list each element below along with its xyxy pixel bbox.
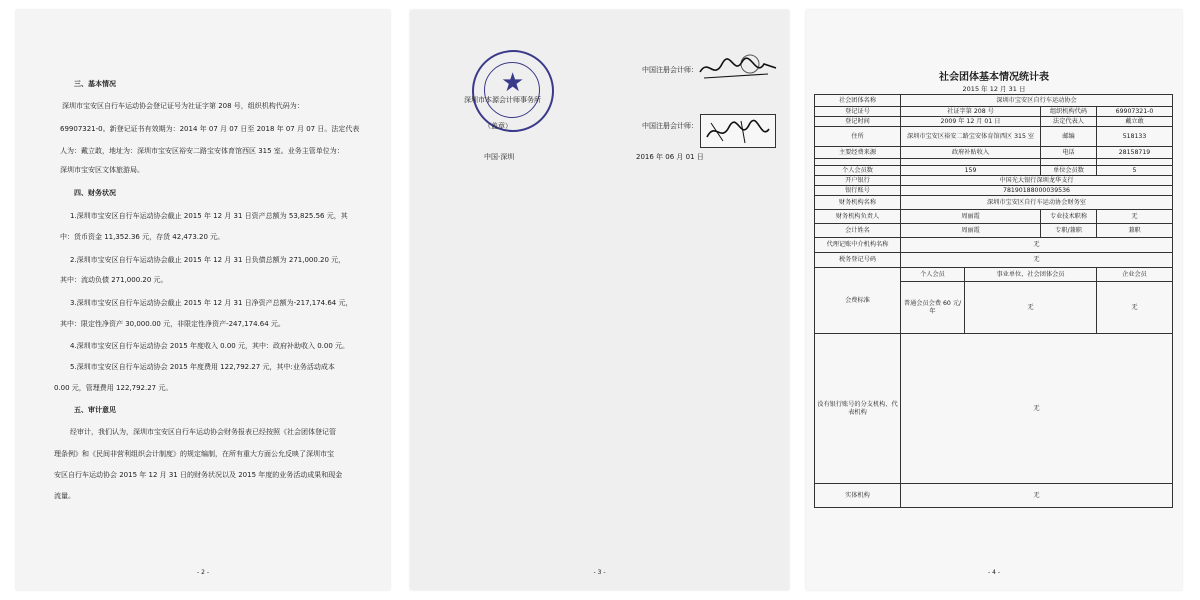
cell-value: 159 [901, 166, 1041, 176]
basic-line: 69907321-0。新登记证书有效期为：2014 年 07 月 07 日至 2018 年 07 月 07 日。法定代表 [60, 125, 360, 133]
opinion-line: 安区自行车运动协会 2015 年 12 月 31 日的财务状况以及 2015 年度的业务活动成果和现金 [54, 471, 343, 479]
table-row [815, 166, 1173, 176]
cell-label: 税务登记号码 [815, 253, 901, 268]
place: 中国·深圳 [484, 153, 515, 161]
page-number: - 3 - [593, 569, 606, 576]
finance-line: 其中：限定性净资产 30,000.00 元，非限定性净资产-247,174.64 元。 [60, 320, 285, 328]
finance-line: 4.深圳市宝安区自行车运动协会 2015 年度收入 0.00 元，其中：政府补助收入 0.00 元。 [70, 342, 350, 350]
section-heading-basic: 三、基本情况 [74, 80, 116, 88]
cell-value: 无 [1097, 282, 1173, 334]
cell-label: 银行账号 [815, 186, 901, 196]
cell-label: 组织机构代码 [1041, 107, 1097, 117]
opinion-line: 理条例》和《民间非营利组织会计制度》的规定编制，在所有重大方面公允反映了深圳市宝 [54, 450, 334, 458]
cell-header: 事业单位、社会团体会员 [965, 268, 1097, 282]
cell-value: 518133 [1097, 127, 1173, 147]
cell-value: 深圳市宝安区自行车运动协会 [901, 95, 1173, 107]
cell-value: 深圳市宝安区裕安二路宝安体育馆西区 315 室 [901, 127, 1041, 147]
cell-value: 中国光大银行深圳龙华支行 [901, 176, 1173, 186]
cpa-label: 中国注册会计师： [642, 66, 698, 74]
finance-line: 中：货币资金 11,352.36 元，存货 42,473.20 元。 [60, 233, 225, 241]
cell-header: 个人会员 [901, 268, 965, 282]
table-row [815, 186, 1173, 196]
cell-value: 普通会员会费 60 元/年 [901, 282, 965, 334]
table-row [815, 210, 1173, 224]
table-row [815, 238, 1173, 253]
cell-label: 主要经费来源 [815, 147, 901, 159]
cell-value: 兼职 [1097, 224, 1173, 238]
info-table [814, 94, 1173, 508]
table-date: 2015 年 12 月 31 日 [962, 85, 1026, 93]
page-number: - 2 - [197, 569, 209, 576]
cell-label: 法定代表人 [1041, 117, 1097, 127]
table-row [815, 253, 1173, 268]
finance-line: 3.深圳市宝安区自行车运动协会截止 2015 年 12 月 31 日净资产总额为-217,174.64 元， [70, 299, 353, 307]
cell-label: 开户银行 [815, 176, 901, 186]
basic-line: 人为：戴立敢，地址为：深圳市宝安区裕安二路宝安体育馆西区 315 室。业务主管单位为： [60, 147, 344, 155]
finance-line: 2.深圳市宝安区自行车运动协会截止 2015 年 12 月 31 日负债总额为 271,000.20 元， [70, 256, 346, 264]
cell-value: 28158719 [1097, 147, 1173, 159]
cell-label: 财务机构名称 [815, 196, 901, 210]
finance-line: 0.00 元，管理费用 122,792.27 元。 [54, 384, 173, 392]
seal-note: （盖章） [484, 122, 512, 130]
table-row [815, 176, 1173, 186]
table-row [815, 147, 1173, 159]
cpa-label: 中国注册会计师： [642, 122, 698, 130]
table-row [815, 268, 1173, 282]
table-row [815, 484, 1173, 508]
cell-label: 没有银行账号的分支机构、代表机构 [815, 334, 901, 484]
table-row [815, 117, 1173, 127]
opinion-line: 流量。 [54, 492, 75, 500]
table-row [815, 127, 1173, 147]
cell-value: 戴立敢 [1097, 117, 1173, 127]
cell-value: 无 [1097, 210, 1173, 224]
cell-label: 会计姓名 [815, 224, 901, 238]
cell-label: 单位会员数 [1041, 166, 1097, 176]
cell-label: 邮编 [1041, 127, 1097, 147]
finance-line: 5.深圳市宝安区自行车运动协会 2015 年度费用 122,792.27 元，其中:业务活动成本 [70, 363, 335, 371]
table-row [815, 95, 1173, 107]
cpa-seal-icon [700, 114, 776, 148]
cell-value: 周丽霞 [901, 224, 1041, 238]
page-number: - 4 - [988, 569, 1000, 576]
cell-label: 登记证号 [815, 107, 901, 117]
cell-value: 5 [1097, 166, 1173, 176]
cell-label: 专业技术职称 [1041, 210, 1097, 224]
table-row [815, 334, 1173, 484]
cell-value: 无 [965, 282, 1097, 334]
cell-value: 78190188000039536 [901, 186, 1173, 196]
table-row [815, 224, 1173, 238]
section-heading-finance: 四、财务状况 [74, 189, 116, 197]
signature-icon [698, 54, 778, 82]
basic-line: 深圳市宝安区文体旅游局。 [60, 166, 144, 174]
cell-value: 无 [901, 484, 1173, 508]
cell-value: 周丽霞 [901, 210, 1041, 224]
cell-header: 企业会员 [1097, 268, 1173, 282]
cell-label: 代理记账中介机构名称 [815, 238, 901, 253]
firm-seal-icon: ★ [472, 50, 554, 132]
cell-value: 政府补贴收入 [901, 147, 1041, 159]
table-row [815, 107, 1173, 117]
basic-line: 深圳市宝安区自行车运动协会登记证号为社证字第 208 号，组织机构代码为： [62, 102, 304, 110]
cell-value: 无 [901, 253, 1173, 268]
finance-line: 1.深圳市宝安区自行车运动协会截止 2015 年 12 月 31 日资产总额为 53,825.56 元，其 [70, 212, 348, 220]
page-4 [806, 10, 1182, 590]
cell-value: 无 [901, 238, 1173, 253]
opinion-line: 经审计，我们认为，深圳市宝安区自行车运动协会财务报表已经按照《社会团体登记管 [70, 428, 336, 436]
cell-label: 实体机构 [815, 484, 901, 508]
cell-label: 财务机构负责人 [815, 210, 901, 224]
cell-label: 电话 [1041, 147, 1097, 159]
cell-value: 2009 年 12 月 01 日 [901, 117, 1041, 127]
cell-label: 社会团体名称 [815, 95, 901, 107]
cell-value: 社证字第 208 号 [901, 107, 1041, 117]
table-title: 社会团体基本情况统计表 [939, 72, 1049, 83]
cell-label: 登记时间 [815, 117, 901, 127]
cell-label: 住所 [815, 127, 901, 147]
table-row [815, 196, 1173, 210]
page-3 [410, 10, 789, 590]
table-row [815, 159, 1173, 166]
report-date: 2016 年 06 月 01 日 [636, 153, 704, 161]
page-2 [16, 10, 390, 590]
cell-label: 会费标准 [815, 268, 901, 334]
cell-label: 专职/兼职 [1041, 224, 1097, 238]
cell-value: 深圳市宝安区自行车运动协会财务室 [901, 196, 1173, 210]
cell-label: 个人会员数 [815, 166, 901, 176]
firm-name: 深圳市本源会计师事务所 [464, 96, 541, 104]
section-heading-opinion: 五、审计意见 [74, 406, 116, 414]
cell-value: 无 [901, 334, 1173, 484]
finance-line: 其中：流动负债 271,000.20 元。 [60, 276, 168, 284]
cell-value: 69907321-0 [1097, 107, 1173, 117]
